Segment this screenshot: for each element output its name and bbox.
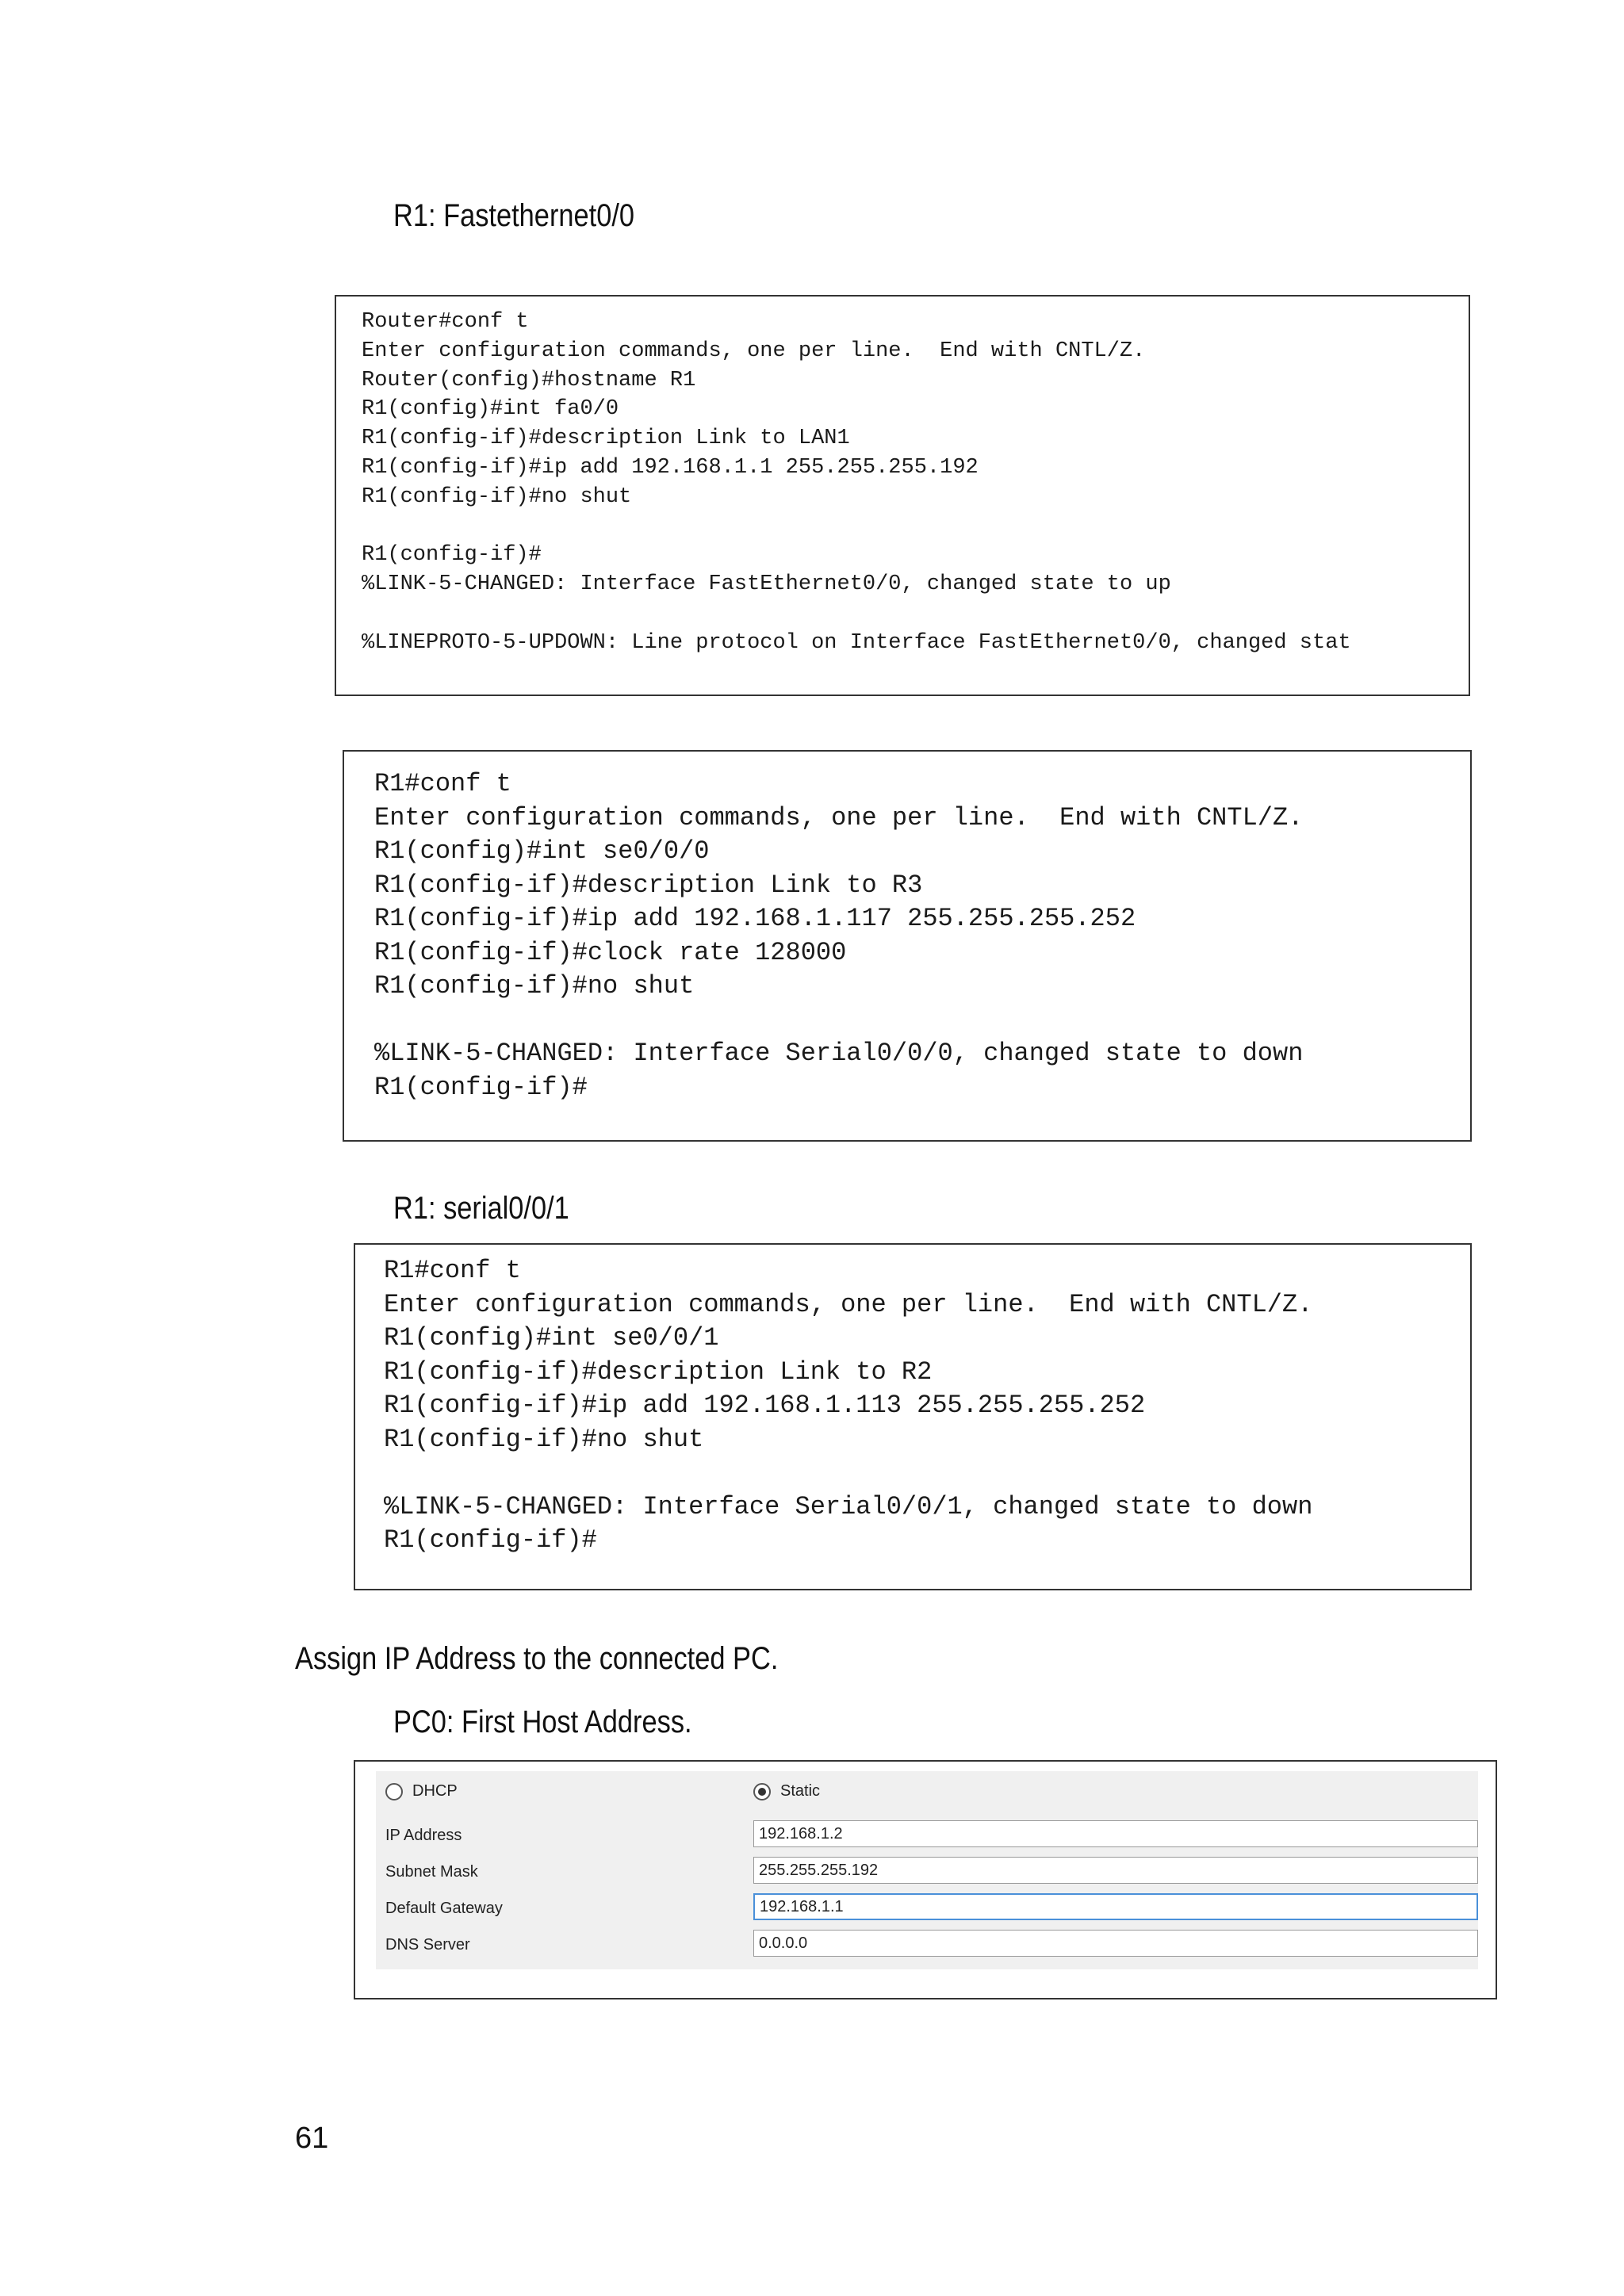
heading-assign-ip: Assign IP Address to the connected PC. xyxy=(295,1641,779,1676)
terminal-line xyxy=(362,599,1453,629)
ip-address-field[interactable] xyxy=(753,1820,1478,1847)
terminal-line: R1(config-if)#no shut xyxy=(362,484,632,509)
terminal-se001-output xyxy=(354,1243,1472,1590)
heading-r1-serial: R1: serial0/0/1 xyxy=(393,1191,569,1226)
terminal-fa0-text xyxy=(362,308,1453,658)
terminal-line: R1(config-if)# xyxy=(384,1525,597,1555)
terminal-line: %LINK-5-CHANGED: Interface FastEthernet0/0, changed state to up xyxy=(362,572,1171,597)
terminal-line: R1(config)#int fa0/0 xyxy=(362,397,619,422)
terminal-line: R1(config-if)#description Link to LAN1 xyxy=(362,427,850,451)
terminal-line: R1(config-if)#ip add 192.168.1.1 255.255.255.192 xyxy=(362,455,979,480)
terminal-line: R1(config-if)#no shut xyxy=(384,1424,704,1454)
terminal-line: Router#conf t xyxy=(362,310,529,334)
terminal-line: Enter configuration commands, one per line. End with CNTL/Z. xyxy=(384,1289,1313,1319)
terminal-line: R1#conf t xyxy=(384,1256,521,1285)
terminal-line: Router(config)#hostname R1 xyxy=(362,368,696,392)
terminal-line: R1#conf t xyxy=(374,769,511,798)
terminal-line: R1(config-if)#description Link to R3 xyxy=(374,870,923,900)
static-option[interactable] xyxy=(753,1782,820,1800)
heading-pc0: PC0: First Host Address. xyxy=(393,1705,692,1739)
terminal-line: %LINK-5-CHANGED: Interface Serial0/0/0, changed state to down xyxy=(374,1039,1304,1068)
terminal-line: Enter configuration commands, one per line. End with CNTL/Z. xyxy=(362,339,1146,363)
ip-address-label: IP Address xyxy=(385,1827,462,1844)
terminal-line: %LINK-5-CHANGED: Interface Serial0/0/1, changed state to down xyxy=(384,1491,1313,1521)
subnet-mask-label: Subnet Mask xyxy=(385,1863,478,1881)
terminal-line: R1(config-if)#no shut xyxy=(374,971,695,1001)
terminal-se000-text xyxy=(374,767,1461,1104)
ip-config-panel xyxy=(376,1771,1478,1969)
dhcp-label: DHCP xyxy=(412,1782,458,1800)
terminal-fa0-output xyxy=(335,295,1470,696)
dns-server-label: DNS Server xyxy=(385,1936,470,1954)
page-number: 61 xyxy=(295,2122,329,2155)
terminal-line xyxy=(384,1456,1459,1490)
terminal-se000-output xyxy=(343,750,1472,1142)
terminal-line: R1(config-if)#clock rate 128000 xyxy=(374,937,847,967)
default-gateway-label: Default Gateway xyxy=(385,1900,503,1917)
dhcp-option[interactable] xyxy=(385,1782,458,1800)
terminal-line: R1(config-if)# xyxy=(374,1072,588,1102)
dns-server-field[interactable] xyxy=(753,1930,1478,1957)
terminal-line xyxy=(362,512,1453,541)
pc0-ip-config-screenshot xyxy=(354,1760,1497,1999)
static-radio[interactable] xyxy=(753,1783,771,1800)
heading-r1-fastethernet: R1: Fastethernet0/0 xyxy=(393,198,635,233)
terminal-line: R1(config-if)#ip add 192.168.1.117 255.255.255.252 xyxy=(374,904,1136,933)
subnet-mask-field[interactable] xyxy=(753,1857,1478,1884)
terminal-line: Enter configuration commands, one per line. End with CNTL/Z. xyxy=(374,802,1304,832)
terminal-se001-text xyxy=(384,1254,1459,1558)
terminal-line xyxy=(374,1004,1461,1038)
terminal-line: R1(config-if)#description Link to R2 xyxy=(384,1357,933,1387)
dhcp-radio[interactable] xyxy=(385,1783,403,1800)
terminal-line: %LINEPROTO-5-UPDOWN: Line protocol on Interface FastEthernet0/0, changed stat xyxy=(362,630,1351,655)
terminal-line: R1(config-if)# xyxy=(362,543,542,568)
terminal-line: R1(config)#int se0/0/0 xyxy=(374,836,710,866)
terminal-line: R1(config)#int se0/0/1 xyxy=(384,1323,719,1353)
default-gateway-field[interactable] xyxy=(753,1893,1478,1920)
terminal-line: R1(config-if)#ip add 192.168.1.113 255.255.255.252 xyxy=(384,1391,1146,1420)
static-label: Static xyxy=(780,1782,821,1800)
